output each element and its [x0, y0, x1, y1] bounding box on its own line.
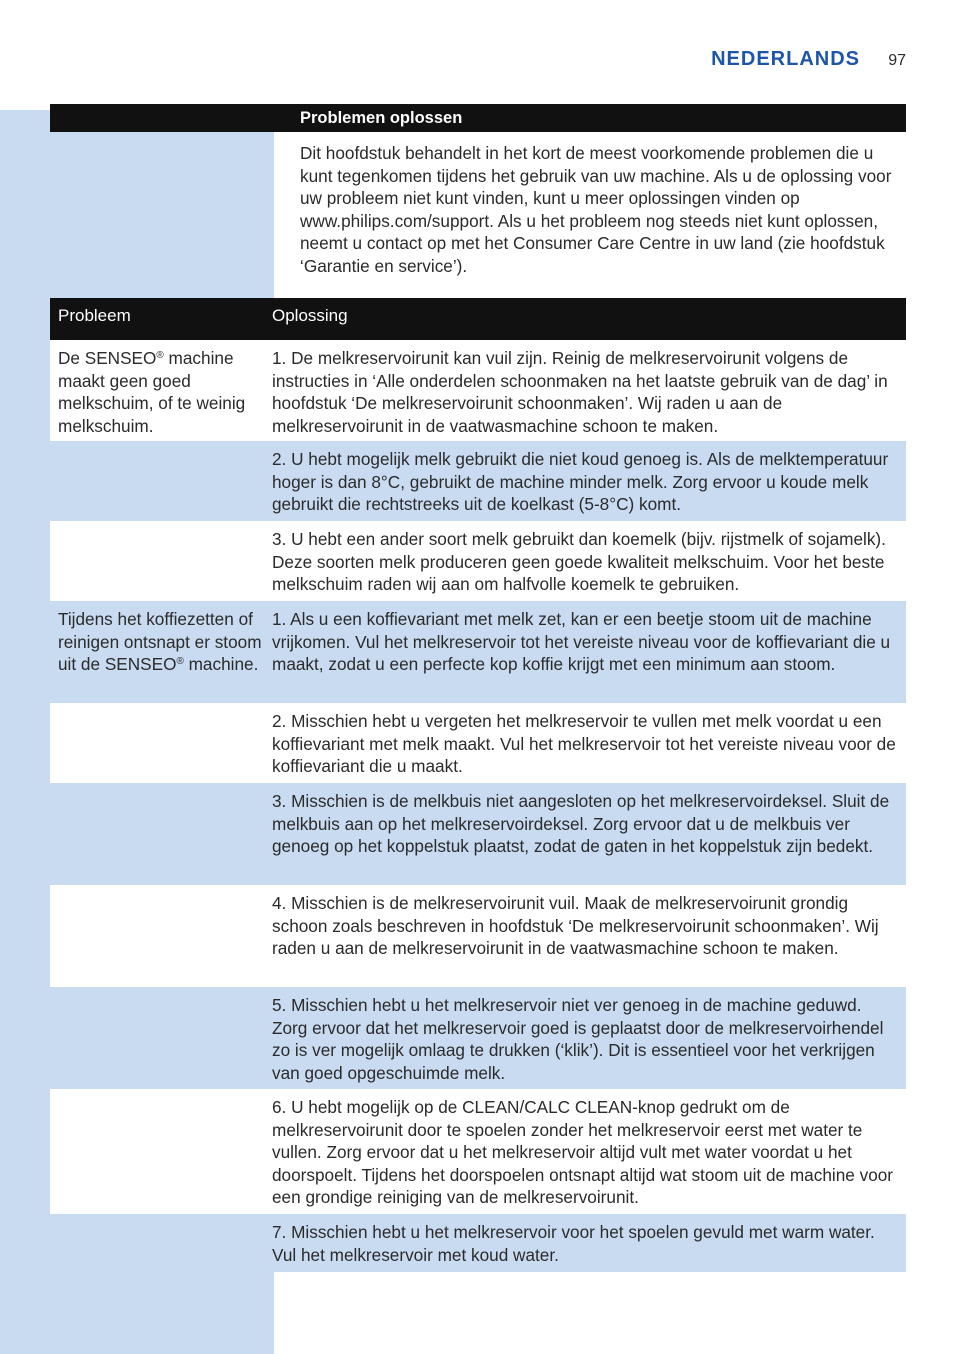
problem-text: machine maakt geen goed melkschuim, of te weinig melkschuim. — [58, 348, 246, 436]
solution-cell: 1. De melkreservoirunit kan vuil zijn. Reinig de melkreservoirunit volgens de instructies in ‘Alle onderdelen schoonmaken na het laatste gebruik van de dag’ in hoofdstuk ‘De melkreservoirunit schoonmaken’. Wij raden u aan de melkreservoirunit in de vaatwasmachine schoon te maken. — [272, 348, 888, 436]
table-row — [50, 987, 906, 1089]
left-margin-band-bottom — [50, 1272, 274, 1354]
header-problem: Probleem — [58, 306, 131, 325]
solution-cell: 4. Misschien is de melkreservoirunit vuil. Maak de melkreservoirunit grondig schoon zoals beschreven in hoofdstuk ‘De melkreservoirunit schoonmaken’. Wij raden u aan de melkreservoirunit in de vaatwasmachine schoon te maken. — [272, 893, 879, 959]
solution-cell: 1. Als u een koffievariant met melk zet, kan er een beetje stoom uit de machine vrijkomen. Vul het melkreservoir tot het vereiste niveau voor de koffievariant die u maakt, zodat u een perfecte kop koffie krijgt met een minimum aan stoom. — [272, 609, 891, 675]
header-solution: Oplossing — [272, 306, 348, 325]
problem-cell — [58, 347, 263, 437]
problem-cell — [58, 608, 263, 676]
problem-text: De SENSEO — [58, 348, 157, 368]
section-title-bar — [50, 104, 906, 132]
registered-mark: ® — [176, 656, 184, 668]
solution-cell: 2. U hebt mogelijk melk gebruikt die niet koud genoeg is. Als de melktemperatuur hoger is dan 8°C, gebruikt de machine minder melk. Zorg ervoor u koude melk gebruikt die rechtstreeks uit de koelkast (5-8°C) komt. — [272, 449, 889, 515]
solution-cell: 5. Misschien hebt u het melkreservoir niet ver genoeg in de machine geduwd. Zorg ervoor dat het melkreservoir goed is geplaatst door de melkreservoirhendel zo is ver mogelijk omlaag te drukken (‘klik’). Dit is essentieel voor het verkrijgen van goed opgeschuimde melk. — [272, 995, 884, 1083]
problem-text: machine. — [183, 654, 259, 675]
registered-mark: ® — [156, 350, 164, 361]
solution-cell: 3. Misschien is de melkbuis niet aangesloten op het melkreservoirdeksel. Sluit de melkbuis aan op het melkreservoirdeksel. Zorg ervoor dat u de melkbuis ver genoeg op het koppelstuk plaatst, zodat de gaten in het koppelstuk zijn bedekt. — [272, 791, 890, 857]
language-header: NEDERLANDS — [711, 48, 860, 70]
problem-text: Tijdens het koffiezetten of reinigen ontsnapt er stoom uit de SENSEO — [58, 609, 262, 675]
section-title: Problemen oplossen — [300, 109, 463, 127]
section-intro: Dit hoofdstuk behandelt in het kort de meest voorkomende problemen die u kunt tegenkomen tijdens het gebruik van uw machine. Als u de oplossing voor uw probleem niet kunt vinden, kunt u meer oplossingen vinden op www.philips.com/support. Als u het probleem nog steeds niet kunt oplossen, neemt u contact op met het Consumer Care Centre in uw land (zie hoofdstuk ‘Garantie en service’). — [300, 143, 892, 276]
table-row — [50, 601, 906, 703]
solution-cell: 3. U hebt een ander soort melk gebruikt dan koemelk (bijv. rijstmelk of sojamelk). Deze soorten melk produceren geen goede kwaliteit melkschuim. Voor het beste melkschuim raden wij aan om halfvolle koemelk te gebruiken. — [272, 529, 886, 595]
table-row — [50, 885, 906, 987]
table-header — [50, 298, 906, 340]
table-row — [50, 703, 906, 783]
solution-cell: 2. Misschien hebt u vergeten het melkreservoir te vullen met melk voordat u een koffievariant met melk maakt. Vul het melkreservoir tot het vereiste niveau voor de koffievariant die u maakt. — [272, 711, 896, 777]
table-row — [50, 783, 906, 885]
page-number: 97 — [888, 52, 906, 69]
table-row — [50, 340, 906, 441]
solution-cell: 6. U hebt mogelijk op de CLEAN/CALC CLEAN-knop gedrukt om de melkreservoirunit door te spoelen zonder het melkreservoir eerst met water te vullen. Zorg ervoor dat u het melkreservoir altijd vult met water voordat u het doorspoelt. Tijdens het doorspoelen ontsnapt altijd wat stoom uit de machine voor een grondige reiniging van de melkreservoirunit. — [272, 1097, 894, 1208]
table-row — [50, 441, 906, 521]
table-row — [50, 1089, 906, 1214]
table-row — [50, 521, 906, 601]
table-row — [50, 1214, 906, 1272]
solution-cell: 7. Misschien hebt u het melkreservoir voor het spoelen gevuld met warm water. Vul het melkreservoir met koud water. — [272, 1222, 875, 1265]
